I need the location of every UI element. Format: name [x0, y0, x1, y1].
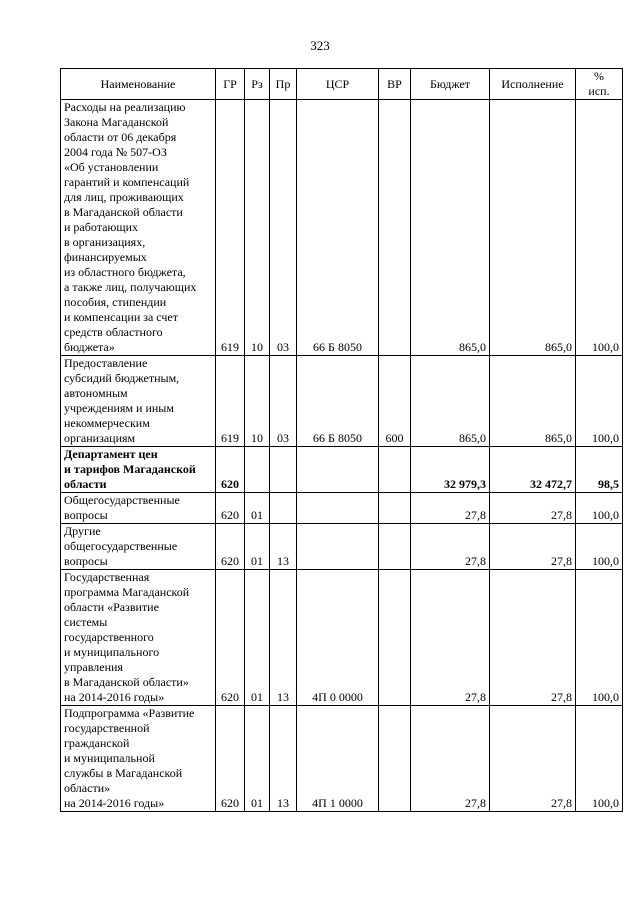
cell-name: Расходы на реализацию Закона Магаданской области от 06 декабря 2004 года № 507-ОЗ «Об установлении гарантий и компенсаций для лиц, проживающих в Магаданской области и работающих в организациях, финансируемых из областного бюджета, а также лиц, получающих пособия, стипендии и компенсации за счет средств областного бюджета» — [61, 100, 216, 356]
cell-pr: 13 — [270, 706, 297, 812]
cell-pr: 03 — [270, 356, 297, 447]
cell-csr — [297, 493, 379, 524]
cell-csr: 66 Б 8050 — [297, 100, 379, 356]
cell-csr — [297, 447, 379, 493]
table-row — [61, 100, 623, 356]
cell-gr: 620 — [216, 493, 245, 524]
table-row — [61, 493, 623, 524]
cell-percent: 100,0 — [576, 100, 623, 356]
table-row — [61, 524, 623, 570]
cell-budget: 27,8 — [411, 524, 490, 570]
cell-percent: 100,0 — [576, 570, 623, 706]
cell-gr: 619 — [216, 100, 245, 356]
cell-csr — [297, 524, 379, 570]
cell-pr: 13 — [270, 524, 297, 570]
cell-pr: 13 — [270, 570, 297, 706]
cell-execution: 27,8 — [490, 493, 576, 524]
cell-rz: 10 — [245, 100, 270, 356]
cell-vr: 600 — [379, 356, 411, 447]
cell-rz: 01 — [245, 706, 270, 812]
cell-gr: 619 — [216, 356, 245, 447]
cell-name: Другие общегосударственные вопросы — [61, 524, 216, 570]
cell-vr — [379, 706, 411, 812]
cell-percent: 98,5 — [576, 447, 623, 493]
cell-execution: 865,0 — [490, 356, 576, 447]
header-rz: Рз — [245, 69, 270, 100]
cell-budget: 865,0 — [411, 100, 490, 356]
cell-name: Подпрограмма «Развитие государственной гражданской и муниципальной службы в Магаданской области» на 2014-2016 годы» — [61, 706, 216, 812]
cell-pr — [270, 447, 297, 493]
table-row — [61, 447, 623, 493]
header-pr: Пр — [270, 69, 297, 100]
table-row — [61, 570, 623, 706]
cell-gr: 620 — [216, 524, 245, 570]
header-execution: Исполнение — [490, 69, 576, 100]
cell-pr: 03 — [270, 100, 297, 356]
table-row — [61, 706, 623, 812]
cell-vr — [379, 570, 411, 706]
cell-gr: 620 — [216, 447, 245, 493]
table-header-row — [61, 69, 623, 100]
header-name: Наименование — [61, 69, 216, 100]
cell-percent: 100,0 — [576, 524, 623, 570]
cell-execution: 27,8 — [490, 706, 576, 812]
cell-rz: 01 — [245, 570, 270, 706]
cell-percent: 100,0 — [576, 706, 623, 812]
cell-budget: 27,8 — [411, 706, 490, 812]
header-vr: ВР — [379, 69, 411, 100]
page-number: 323 — [310, 38, 330, 53]
cell-budget: 865,0 — [411, 356, 490, 447]
header-budget: Бюджет — [411, 69, 490, 100]
cell-name: Общегосударственные вопросы — [61, 493, 216, 524]
cell-budget: 27,8 — [411, 570, 490, 706]
cell-rz: 01 — [245, 493, 270, 524]
cell-name: Предоставление субсидий бюджетным, автономным учреждениям и иным некоммерческим организациям — [61, 356, 216, 447]
cell-vr — [379, 447, 411, 493]
cell-vr — [379, 100, 411, 356]
cell-rz: 10 — [245, 356, 270, 447]
cell-vr — [379, 524, 411, 570]
cell-percent: 100,0 — [576, 356, 623, 447]
cell-execution: 32 472,7 — [490, 447, 576, 493]
cell-percent: 100,0 — [576, 493, 623, 524]
header-gr: ГР — [216, 69, 245, 100]
cell-csr: 66 Б 8050 — [297, 356, 379, 447]
cell-rz — [245, 447, 270, 493]
cell-csr: 4П 1 0000 — [297, 706, 379, 812]
cell-execution: 865,0 — [490, 100, 576, 356]
cell-rz: 01 — [245, 524, 270, 570]
header-percent: % исп. — [576, 69, 623, 100]
cell-csr: 4П 0 0000 — [297, 570, 379, 706]
cell-gr: 620 — [216, 706, 245, 812]
cell-pr — [270, 493, 297, 524]
cell-name: Государственная программа Магаданской области «Развитие системы государственного и муниципального управления в Магаданской области» на 2014-2016 годы» — [61, 570, 216, 706]
cell-name: Департамент цен и тарифов Магаданской области — [61, 447, 216, 493]
cell-budget: 32 979,3 — [411, 447, 490, 493]
table-row — [61, 356, 623, 447]
cell-gr: 620 — [216, 570, 245, 706]
cell-execution: 27,8 — [490, 524, 576, 570]
cell-vr — [379, 493, 411, 524]
header-csr: ЦСР — [297, 69, 379, 100]
cell-execution: 27,8 — [490, 570, 576, 706]
cell-budget: 27,8 — [411, 493, 490, 524]
budget-table — [60, 68, 623, 812]
